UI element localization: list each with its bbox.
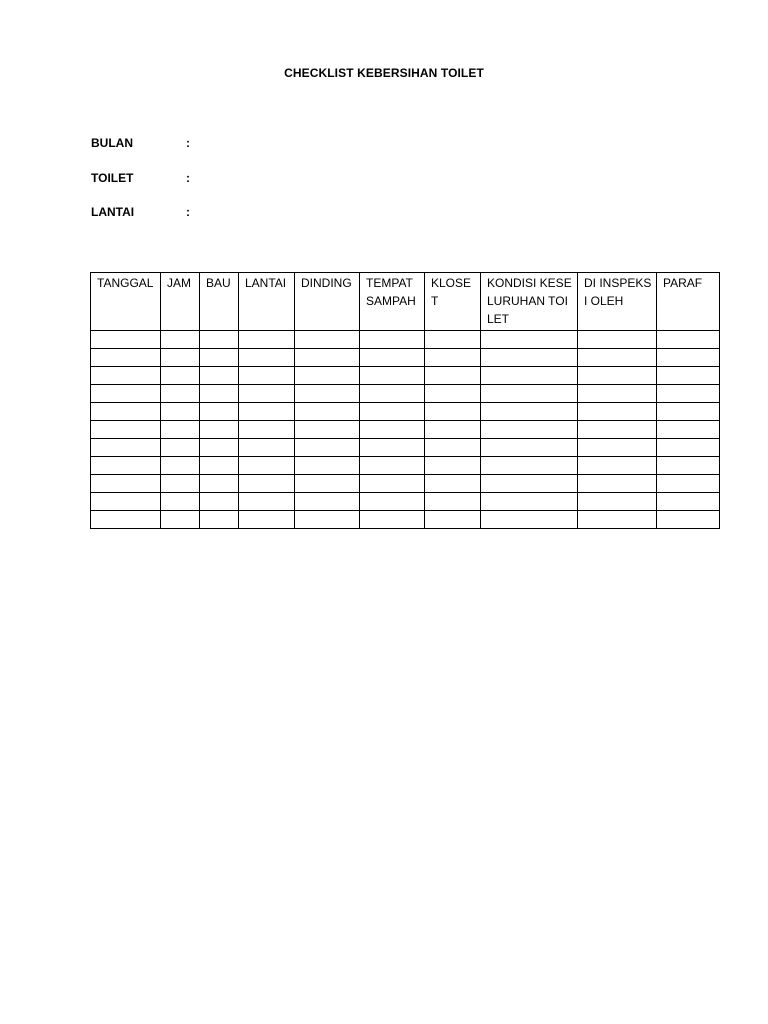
table-cell[interactable] [200,493,239,511]
table-cell[interactable] [425,493,481,511]
table-body [91,331,720,529]
table-cell[interactable] [481,475,578,493]
field-bulan [91,135,190,151]
table-cell[interactable] [91,349,161,367]
table-cell[interactable] [657,385,720,403]
table-cell[interactable] [239,493,295,511]
table-cell[interactable] [657,475,720,493]
field-toilet-label: TOILET [91,171,134,185]
table-cell[interactable] [360,439,425,457]
table-cell[interactable] [161,385,200,403]
table-cell[interactable] [91,331,161,349]
table-cell[interactable] [425,385,481,403]
table-cell[interactable] [578,511,657,529]
table-cell[interactable] [481,367,578,385]
table-cell[interactable] [91,493,161,511]
table-cell[interactable] [200,511,239,529]
table-cell[interactable] [200,403,239,421]
table-row [91,511,720,529]
table-row [91,439,720,457]
table-cell[interactable] [295,403,360,421]
table-cell[interactable] [295,367,360,385]
table-row [91,403,720,421]
table-row [91,457,720,475]
table-cell[interactable] [360,367,425,385]
table-cell[interactable] [425,349,481,367]
field-bulan-label: BULAN [91,136,133,150]
table-cell[interactable] [91,439,161,457]
header-jam: JAM [161,273,200,331]
table-cell[interactable] [200,385,239,403]
table-cell[interactable] [657,331,720,349]
table-cell[interactable] [295,493,360,511]
table-cell[interactable] [360,331,425,349]
table-cell[interactable] [578,439,657,457]
table-cell[interactable] [295,331,360,349]
table-cell[interactable] [360,511,425,529]
table-cell[interactable] [578,457,657,475]
table-cell[interactable] [657,439,720,457]
table-cell[interactable] [481,421,578,439]
table-cell[interactable] [161,439,200,457]
table-row [91,349,720,367]
table-cell[interactable] [91,403,161,421]
table-cell[interactable] [239,385,295,403]
table-cell[interactable] [239,349,295,367]
table-cell[interactable] [578,331,657,349]
table-cell[interactable] [360,385,425,403]
table-row [91,493,720,511]
table-cell[interactable] [200,457,239,475]
field-bulan-separator: : [186,136,190,150]
table-cell[interactable] [239,367,295,385]
table-cell[interactable] [239,421,295,439]
table-cell[interactable] [200,331,239,349]
table-cell[interactable] [360,421,425,439]
table-cell[interactable] [578,475,657,493]
table-cell[interactable] [161,493,200,511]
table-cell[interactable] [239,403,295,421]
table-cell[interactable] [657,403,720,421]
table-cell[interactable] [481,331,578,349]
header-kondisi-keseluruhan-toilet: KONDISI KESELURUHAN TOILET [481,273,578,331]
table-cell[interactable] [657,421,720,439]
document-title: CHECKLIST KEBERSIHAN TOILET [284,66,484,80]
table-cell[interactable] [657,511,720,529]
table-cell[interactable] [425,367,481,385]
table-cell[interactable] [578,403,657,421]
table-cell[interactable] [578,493,657,511]
table-cell[interactable] [239,331,295,349]
field-toilet-separator: : [186,171,190,185]
table-cell[interactable] [481,403,578,421]
table-row [91,421,720,439]
table-cell[interactable] [657,349,720,367]
table-cell[interactable] [425,403,481,421]
table-cell[interactable] [425,421,481,439]
header-di-inspeksi-oleh: DI INSPEKSI OLEH [578,273,657,331]
table-cell[interactable] [578,421,657,439]
table-cell[interactable] [657,367,720,385]
field-toilet [91,170,190,186]
table-cell[interactable] [200,349,239,367]
table-cell[interactable] [161,331,200,349]
table-cell[interactable] [91,511,161,529]
table-row [91,385,720,403]
header-dinding: DINDING [295,273,360,331]
table-cell[interactable] [295,439,360,457]
table-cell[interactable] [657,493,720,511]
field-lantai-label: LANTAI [91,205,135,219]
table-cell[interactable] [295,385,360,403]
table-cell[interactable] [295,349,360,367]
table-cell[interactable] [161,511,200,529]
table-cell[interactable] [239,457,295,475]
table-cell[interactable] [481,511,578,529]
table-cell[interactable] [360,403,425,421]
table-cell[interactable] [295,421,360,439]
field-lantai-separator: : [186,205,190,219]
table-cell[interactable] [425,457,481,475]
table-cell[interactable] [161,349,200,367]
header-paraf: PARAF [657,273,720,331]
table-cell[interactable] [295,457,360,475]
table-row [91,475,720,493]
table-cell[interactable] [295,511,360,529]
header-kloset: KLOSET [425,273,481,331]
table-cell[interactable] [578,367,657,385]
table-cell[interactable] [91,475,161,493]
table-cell[interactable] [295,475,360,493]
table-cell[interactable] [91,457,161,475]
table-row [91,367,720,385]
checklist-table [90,272,720,529]
header-lantai: LANTAI [239,273,295,331]
table-cell[interactable] [161,475,200,493]
table-cell[interactable] [161,421,200,439]
table-cell[interactable] [161,403,200,421]
field-lantai [91,204,190,220]
table-cell[interactable] [91,385,161,403]
header-tanggal: TANGGAL [91,273,161,331]
table-cell[interactable] [481,457,578,475]
table-cell[interactable] [360,475,425,493]
table-cell[interactable] [360,457,425,475]
table-cell[interactable] [578,385,657,403]
table-cell[interactable] [425,475,481,493]
table-cell[interactable] [91,367,161,385]
header-tempat-sampah: TEMPAT SAMPAH [360,273,425,331]
table-cell[interactable] [161,457,200,475]
table-cell[interactable] [239,439,295,457]
table-header-row [91,273,720,331]
table-cell[interactable] [200,421,239,439]
table-row [91,331,720,349]
table-cell[interactable] [481,385,578,403]
table-cell[interactable] [481,349,578,367]
table-cell[interactable] [200,439,239,457]
table-cell[interactable] [161,367,200,385]
table-cell[interactable] [239,511,295,529]
table-cell[interactable] [360,349,425,367]
table-cell[interactable] [657,457,720,475]
header-bau: BAU [200,273,239,331]
table-cell[interactable] [200,367,239,385]
table-cell[interactable] [91,421,161,439]
table-cell[interactable] [239,475,295,493]
table-cell[interactable] [425,439,481,457]
table-cell[interactable] [360,493,425,511]
table-cell[interactable] [425,511,481,529]
table-cell[interactable] [481,439,578,457]
table-cell[interactable] [425,331,481,349]
table-cell[interactable] [200,475,239,493]
table-cell[interactable] [578,349,657,367]
table-cell[interactable] [481,493,578,511]
